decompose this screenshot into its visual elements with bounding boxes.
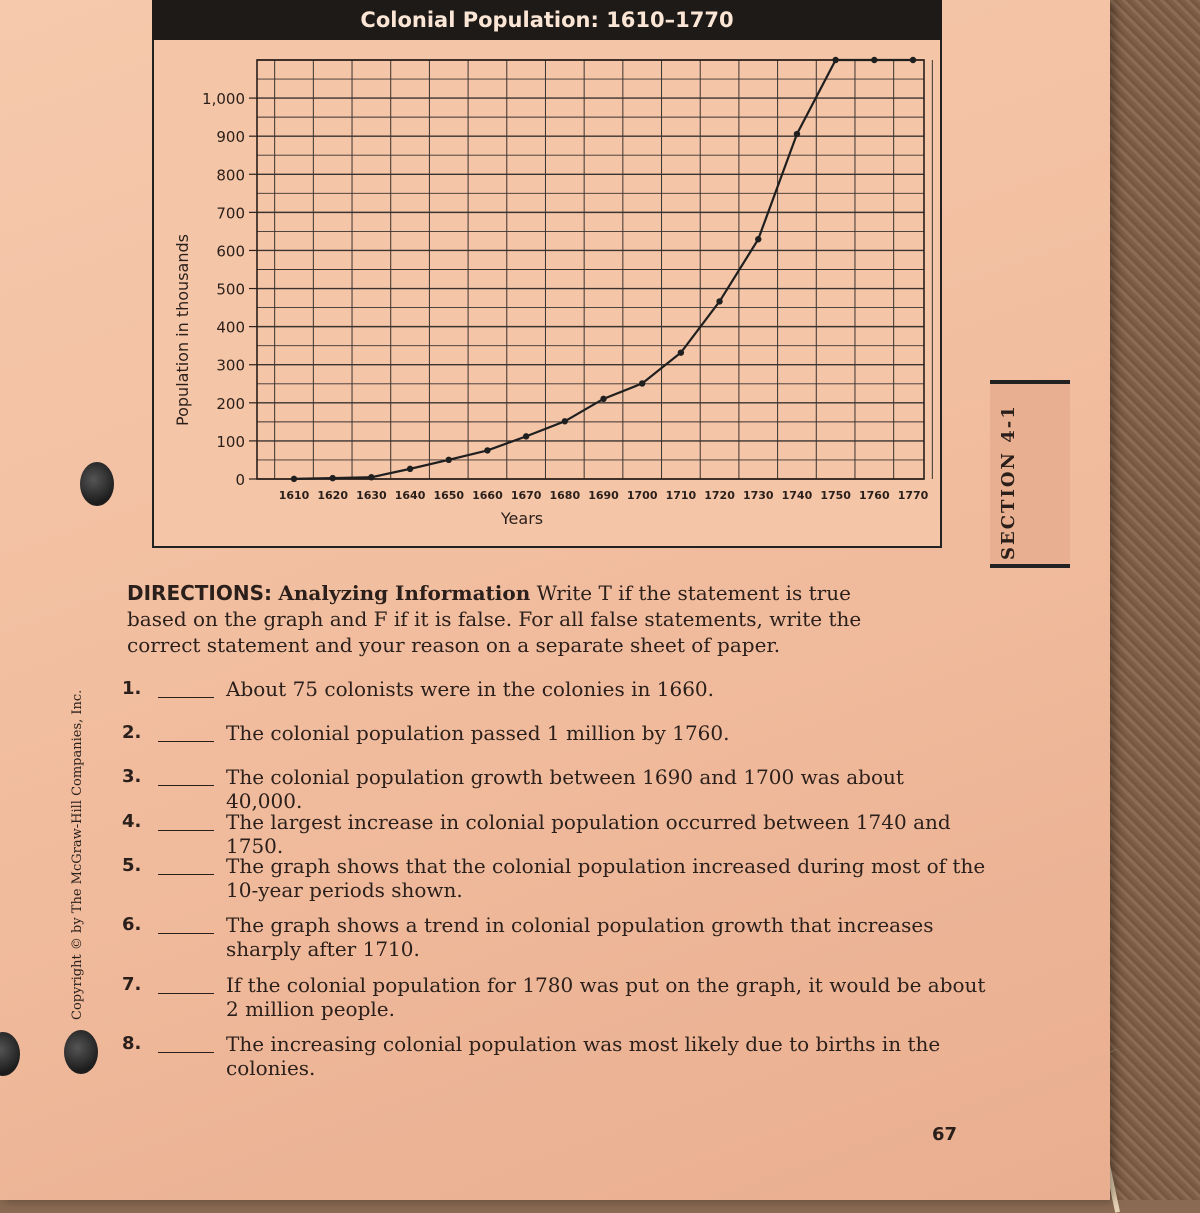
page-number: 67 [932, 1124, 958, 1145]
x-tick-label: 1750 [820, 489, 851, 502]
section-tab-label: SECTION 4-1 [998, 404, 1019, 560]
y-tick-label: 900 [216, 128, 245, 147]
directions [127, 580, 867, 658]
directions-text-2: based on the graph and F if it is false. For all false statements, write the [127, 607, 862, 631]
x-tick-label: 1660 [472, 489, 503, 502]
y-tick-label: 0 [235, 471, 245, 489]
population-line-chart [152, 40, 942, 540]
question-number: 1. [122, 678, 142, 699]
x-tick-label: 1650 [433, 489, 465, 502]
section-tab [990, 380, 1070, 568]
x-tick-label: 1730 [742, 489, 774, 502]
answer-blank[interactable] [158, 697, 214, 698]
directions-text-3: correct statement and your reason on a separate sheet of paper. [127, 633, 781, 657]
binder-hole [64, 1030, 98, 1074]
y-tick-label: 600 [216, 242, 245, 261]
answer-blank[interactable] [158, 785, 214, 786]
x-tick-label: 1680 [549, 489, 581, 502]
data-point [639, 380, 645, 386]
y-tick-label: 800 [216, 166, 245, 185]
answer-blank[interactable] [158, 933, 214, 934]
answer-blank[interactable] [158, 874, 214, 875]
question-text: The increasing colonial population was most likely due to births in the colonies. [226, 1032, 941, 1080]
x-tick-label: 1770 [897, 489, 929, 502]
x-axis-ticks [279, 489, 929, 502]
x-tick-label: 1700 [626, 489, 658, 502]
question-number: 8. [122, 1033, 142, 1054]
question-text: If the colonial population for 1780 was put on the graph, it would be about 2 million people. [226, 973, 986, 1021]
data-point [600, 396, 606, 402]
x-tick-label: 1670 [510, 489, 542, 502]
carpet-background [1095, 0, 1200, 1200]
answer-blank[interactable] [158, 741, 214, 742]
question-text: The graph shows that the colonial population increased during most of the 10-year periods shown. [226, 854, 986, 902]
question-number: 3. [122, 766, 142, 787]
question-text: The largest increase in colonial population occurred between 1740 and 1750. [226, 810, 951, 858]
y-tick-label: 700 [216, 204, 245, 223]
question-text: The colonial population growth between 1690 and 1700 was about 40,000. [226, 765, 904, 813]
data-point [716, 298, 722, 304]
data-point [562, 418, 568, 424]
question-text: The colonial population passed 1 million by 1760. [226, 721, 730, 745]
question-text: About 75 colonists were in the colonies in 1660. [226, 677, 715, 701]
x-tick-label: 1740 [781, 489, 813, 502]
question-number: 4. [122, 811, 142, 832]
data-point [407, 466, 413, 472]
question-number: 2. [122, 722, 142, 743]
answer-blank[interactable] [158, 830, 214, 831]
data-point [910, 57, 916, 63]
y-axis-ticks [202, 90, 257, 489]
y-tick-label: 400 [216, 318, 245, 337]
answer-blank[interactable] [158, 1052, 214, 1053]
chart-grid [257, 60, 932, 479]
y-tick-label: 1,000 [202, 90, 245, 109]
data-point [368, 474, 374, 480]
question-number: 6. [122, 914, 142, 935]
data-point [446, 457, 452, 463]
data-point [832, 57, 838, 63]
question-number: 5. [122, 855, 142, 876]
data-point [678, 349, 684, 355]
y-tick-label: 200 [216, 394, 245, 413]
chart-title: Colonial Population: 1610–1770 [152, 0, 942, 40]
data-point [523, 433, 529, 439]
y-tick-label: 300 [216, 356, 245, 375]
data-point [329, 475, 335, 481]
question-number: 7. [122, 974, 142, 995]
x-tick-label: 1690 [588, 489, 619, 502]
directions-text-1: Write T if the statement is true [536, 581, 851, 605]
copyright-notice: Copyright © by The McGraw-Hill Companies, Inc. [70, 689, 85, 1020]
data-point [794, 131, 800, 137]
data-point [871, 57, 877, 63]
x-tick-label: 1620 [317, 489, 348, 502]
binder-hole [0, 1032, 20, 1076]
x-tick-label: 1640 [394, 489, 426, 502]
binder-hole [80, 462, 114, 506]
x-tick-label: 1760 [859, 489, 890, 502]
x-tick-label: 1720 [704, 489, 735, 502]
x-axis-label: Years [500, 509, 544, 528]
answer-blank[interactable] [158, 993, 214, 994]
y-tick-label: 100 [216, 432, 245, 451]
directions-label: DIRECTIONS: [127, 581, 273, 605]
y-axis-label: Population in thousands [173, 234, 192, 426]
data-point [291, 476, 297, 482]
data-point [484, 447, 490, 453]
directions-heading: Analyzing Information [278, 581, 531, 605]
x-tick-label: 1710 [665, 489, 697, 502]
y-tick-label: 500 [216, 280, 245, 299]
x-tick-label: 1610 [278, 489, 310, 502]
x-tick-label: 1630 [356, 489, 387, 502]
data-point [755, 236, 761, 242]
question-text: The graph shows a trend in colonial population growth that increases sharply after 1710. [226, 913, 934, 961]
